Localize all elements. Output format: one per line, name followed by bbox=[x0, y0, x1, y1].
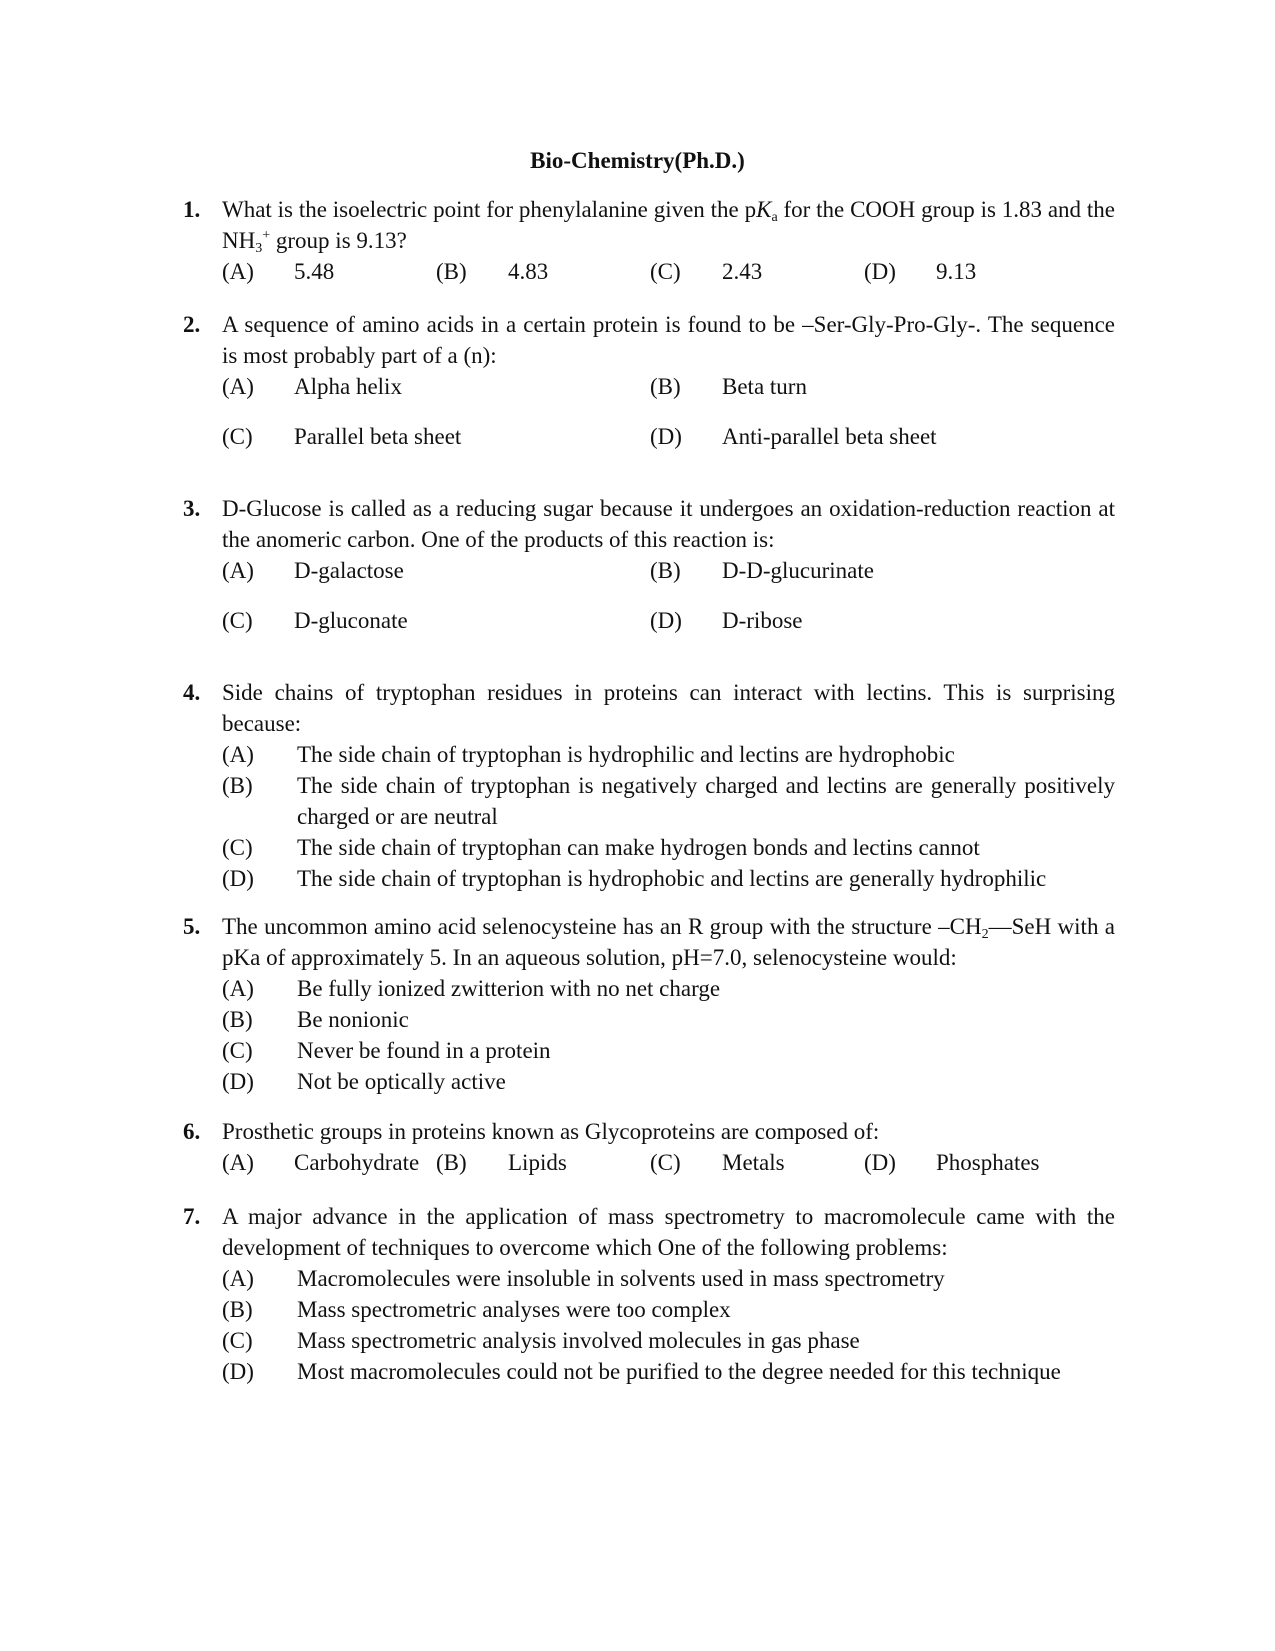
option-label: (B) bbox=[222, 1297, 253, 1322]
option-label: (B) bbox=[436, 1150, 467, 1175]
option-text: Beta turn bbox=[722, 374, 807, 399]
question-number: 2. bbox=[183, 312, 201, 337]
options-row bbox=[222, 421, 1115, 452]
option-text: D-galactose bbox=[294, 558, 404, 583]
option-label: (A) bbox=[222, 558, 254, 583]
option-c bbox=[222, 1325, 1115, 1356]
option-text: D-D-glucurinate bbox=[722, 558, 874, 583]
option-text: 9.13 bbox=[936, 259, 977, 284]
option-text: Metals bbox=[722, 1150, 785, 1175]
option-label: (B) bbox=[222, 1007, 253, 1032]
option-label: (D) bbox=[222, 1359, 254, 1384]
option-a bbox=[222, 973, 1115, 1004]
option-label: (D) bbox=[650, 608, 682, 633]
option-label: (C) bbox=[222, 835, 253, 860]
option-c bbox=[222, 832, 1115, 863]
option-label: (D) bbox=[864, 259, 896, 284]
option-label: (C) bbox=[222, 1328, 253, 1353]
option-b bbox=[222, 1004, 1115, 1035]
option-text: The side chain of tryptophan can make hydrogen bonds and lectins cannot bbox=[297, 835, 980, 860]
option-text: Macromolecules were insoluble in solvents used in mass spectrometry bbox=[297, 1266, 945, 1291]
question-number: 6. bbox=[183, 1119, 201, 1144]
option-text: D-ribose bbox=[722, 608, 803, 633]
option-label: (A) bbox=[222, 742, 254, 767]
option-label: (A) bbox=[222, 374, 254, 399]
question-5 bbox=[183, 911, 1115, 1097]
options-row bbox=[222, 555, 1115, 586]
question-text: What is the isoelectric point for phenylalanine given the $pK_a$ for the COOH group is 1.83 and the $NH_3^+$ group is 9.13? bbox=[222, 197, 1115, 256]
option-b bbox=[222, 1294, 1115, 1325]
option-label: (B) bbox=[650, 558, 681, 583]
option-text: 5.48 bbox=[294, 259, 335, 284]
option-text: Alpha helix bbox=[294, 374, 402, 399]
option-c bbox=[222, 1035, 1115, 1066]
option-text: Never be found in a protein bbox=[297, 1038, 551, 1063]
question-number: 3. bbox=[183, 496, 201, 521]
option-d bbox=[222, 1066, 1115, 1097]
option-text: The side chain of tryptophan is negatively charged and lectins are generally positively charged or are neutral bbox=[297, 773, 1115, 829]
option-d bbox=[222, 1356, 1115, 1387]
options-row bbox=[222, 1147, 1115, 1178]
options-row bbox=[222, 256, 1115, 287]
option-label: (C) bbox=[650, 1150, 681, 1175]
option-text: Phosphates bbox=[936, 1150, 1040, 1175]
question-text: D-Glucose is called as a reducing sugar because it undergoes an oxidation-reduction reaction at the anomeric carbon. One of the products of this reaction is: bbox=[222, 496, 1115, 552]
option-label: (B) bbox=[650, 374, 681, 399]
question-7 bbox=[183, 1201, 1115, 1387]
option-label: (C) bbox=[222, 1038, 253, 1063]
question-4 bbox=[183, 677, 1115, 894]
question-text: A sequence of amino acids in a certain protein is found to be –Ser-Gly-Pro-Gly-. The sequence is most probably part of a (n): bbox=[222, 312, 1115, 368]
option-label: (C) bbox=[222, 608, 253, 633]
option-text: Mass spectrometric analyses were too complex bbox=[297, 1297, 731, 1322]
option-text: Most macromolecules could not be purified to the degree needed for this technique bbox=[297, 1359, 1061, 1384]
option-label: (A) bbox=[222, 976, 254, 1001]
option-label: (A) bbox=[222, 1150, 254, 1175]
question-3 bbox=[183, 493, 1115, 636]
option-text: Lipids bbox=[508, 1150, 567, 1175]
option-text: Be nonionic bbox=[297, 1007, 409, 1032]
question-number: 7. bbox=[183, 1204, 201, 1229]
option-label: (C) bbox=[222, 424, 253, 449]
question-number: 5. bbox=[183, 914, 201, 939]
option-label: (D) bbox=[864, 1150, 896, 1175]
option-text: 2.43 bbox=[722, 259, 763, 284]
option-a bbox=[222, 1263, 1115, 1294]
option-text: Anti-parallel beta sheet bbox=[722, 424, 937, 449]
option-text: Not be optically active bbox=[297, 1069, 506, 1094]
options-row bbox=[222, 371, 1115, 402]
question-text: Prosthetic groups in proteins known as Glycoproteins are composed of: bbox=[222, 1119, 880, 1144]
option-text: Parallel beta sheet bbox=[294, 424, 462, 449]
option-text: Be fully ionized zwitterion with no net charge bbox=[297, 976, 721, 1001]
option-text: Carbohydrate bbox=[294, 1150, 420, 1175]
question-2 bbox=[183, 309, 1115, 452]
question-text: A major advance in the application of mass spectrometry to macromolecule came with the development of techniques to overcome which One of the following problems: bbox=[222, 1204, 1115, 1260]
option-label: (A) bbox=[222, 1266, 254, 1291]
question-number: 1. bbox=[183, 197, 201, 222]
question-text: The uncommon amino acid selenocysteine has an R group with the structure $-CH_2—SeH$ with a pKa of approximately 5. In an aqueous solution, pH=7.0, selenocysteine would: bbox=[222, 914, 1115, 970]
option-text: D-gluconate bbox=[294, 608, 408, 633]
option-label: (D) bbox=[650, 424, 682, 449]
question-text: Side chains of tryptophan residues in proteins can interact with lectins. This is surprising because: bbox=[222, 680, 1115, 736]
question-6 bbox=[183, 1116, 1115, 1178]
options-row bbox=[222, 605, 1115, 636]
option-label: (B) bbox=[436, 259, 467, 284]
option-label: (C) bbox=[650, 259, 681, 284]
option-d bbox=[222, 863, 1115, 894]
option-text: 4.83 bbox=[508, 259, 549, 284]
option-a bbox=[222, 739, 1115, 770]
option-label: (B) bbox=[222, 773, 253, 798]
option-text: Mass spectrometric analysis involved molecules in gas phase bbox=[297, 1328, 860, 1353]
page-title: Bio-Chemistry(Ph.D.) bbox=[530, 148, 745, 173]
option-label: (D) bbox=[222, 1069, 254, 1094]
option-label: (A) bbox=[222, 259, 254, 284]
option-text: The side chain of tryptophan is hydrophobic and lectins are generally hydrophilic bbox=[297, 866, 1047, 891]
option-label: (D) bbox=[222, 866, 254, 891]
option-b bbox=[222, 770, 1115, 832]
question-number: 4. bbox=[183, 680, 201, 705]
question-1 bbox=[183, 194, 1115, 287]
option-text: The side chain of tryptophan is hydrophilic and lectins are hydrophobic bbox=[297, 742, 955, 767]
